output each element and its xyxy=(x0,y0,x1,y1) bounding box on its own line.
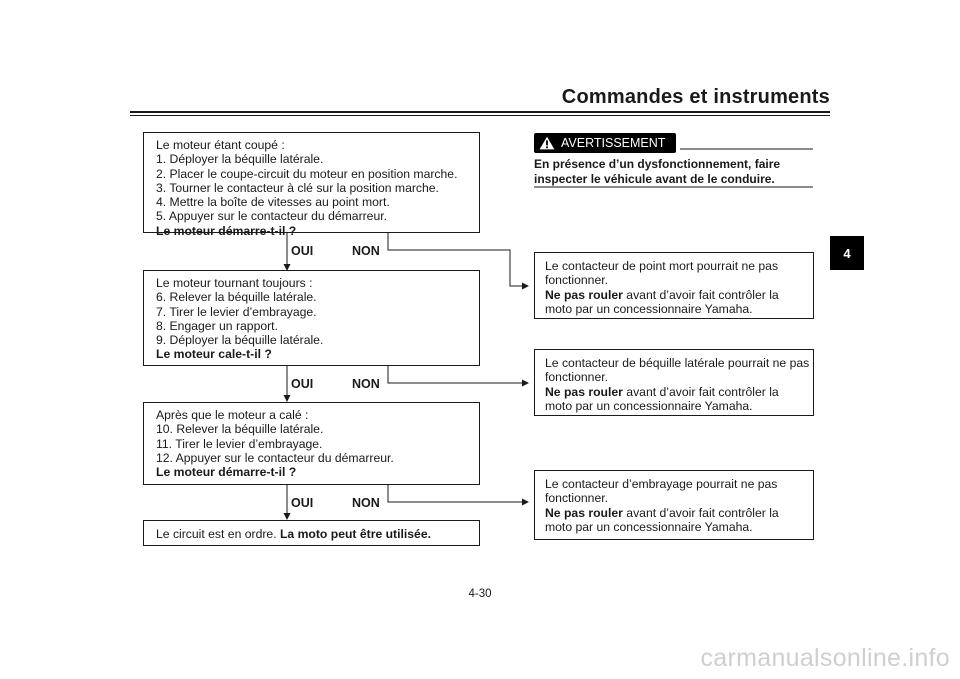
step-box-2: Le moteur tournant toujours : 6. Relever la béquille latérale. 7. Tirer le levier d’embrayage. 8. Engager un rapport. 9. Déployer la béquille latérale. Le moteur cale-t-il ? xyxy=(143,270,480,366)
do-not-ride-1: Ne pas rouler xyxy=(545,287,623,302)
page-number: 4-30 xyxy=(468,588,492,600)
warning-badge-label: AVERTISSEMENT xyxy=(561,136,666,150)
yes-label-2: OUI xyxy=(291,377,314,391)
watermark: carmanualsonline.info xyxy=(700,644,950,672)
outcome-box-2: Le contacteur de béquille latérale pourrait ne pas fonctionner. Ne pas rouler avant d’avoir fait contrôler la moto par un concessionnaire Yamaha. xyxy=(534,349,814,416)
yes-label-1: OUI xyxy=(291,244,314,258)
step-box-3: Après que le moteur a calé : 10. Relever la béquille latérale. 11. Tirer le levier d’embrayage. 12. Appuyer sur le contacteur du démarreur. Le moteur démarre-t-il ? xyxy=(143,402,480,485)
step-box-1: Le moteur étant coupé : 1. Déployer la béquille latérale. 2. Placer le coupe-circuit du moteur en position marche. 3. Tourner le contacteur à clé sur la position marche. 4. Mettre la boîte de vitesses au point mort. 5. Appuyer sur le contacteur du démarreur. Le moteur démarre-t-il ? xyxy=(143,132,480,233)
do-not-ride-3: Ne pas rouler xyxy=(545,505,623,520)
page-title: Commandes et instruments xyxy=(561,86,830,108)
final-text: Le circuit est en ordre. xyxy=(156,527,280,541)
yes-label-3: OUI xyxy=(291,496,314,510)
no-label-2: NON xyxy=(352,377,380,391)
question-3: Le moteur démarre-t-il ? xyxy=(156,465,297,480)
outcome-box-1: Le contacteur de point mort pourrait ne pas fonctionner. Ne pas rouler avant d’avoir fait contrôler la moto par un concessionnaire Yamaha. xyxy=(534,252,814,319)
chapter-tab: 4 xyxy=(830,236,864,270)
no-label-3: NON xyxy=(352,496,380,510)
outcome-box-3: Le contacteur d’embrayage pourrait ne pas fonctionner. Ne pas rouler avant d’avoir fait contrôler la moto par un concessionnaire Yamaha. xyxy=(534,470,814,540)
warning-triangle-icon xyxy=(539,136,555,150)
no-label-1: NON xyxy=(352,244,380,258)
question-2: Le moteur cale-t-il ? xyxy=(156,347,272,362)
do-not-ride-2: Ne pas rouler xyxy=(545,384,623,399)
warning-text: En présence d’un dysfonctionnement, faire inspecter le véhicule avant de le conduire. xyxy=(534,157,781,186)
question-1: Le moteur démarre-t-il ? xyxy=(156,223,297,238)
warning-badge xyxy=(534,133,676,153)
no-arrow-2 xyxy=(388,366,528,383)
final-box xyxy=(143,520,480,546)
final-bold: La moto peut être utilisée. xyxy=(279,527,431,541)
no-arrow-3 xyxy=(388,485,528,502)
